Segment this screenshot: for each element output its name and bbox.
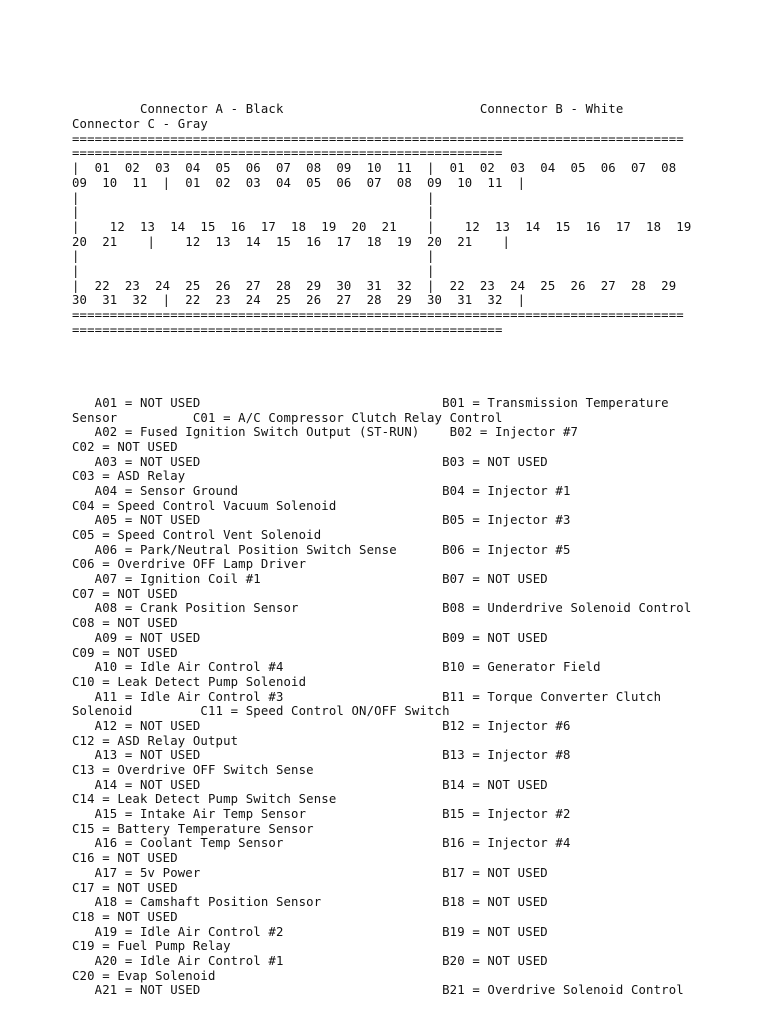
- document-page: [72, 73, 732, 1013]
- pin-line: C15 = Battery Temperature Sensor: [72, 821, 314, 836]
- pin-list: [72, 396, 732, 998]
- pin-line: C03 = ASD Relay: [72, 469, 186, 484]
- pin-line: A16 = Coolant Temp Sensor B16 = Injector #4: [72, 836, 571, 851]
- pin-line: C04 = Speed Control Vacuum Solenoid: [72, 498, 337, 513]
- diagram-line: | 12 13 14 15 16 17 18 19 20 21 | 12 13 14 15 16 17 18 19: [72, 219, 692, 234]
- pin-line: A02 = Fused Ignition Switch Output (ST-RUN) B02 = Injector #7: [72, 425, 579, 440]
- pin-line: C09 = NOT USED: [72, 645, 178, 660]
- diagram-line: =========================================================: [72, 322, 503, 337]
- pin-line: A15 = Intake Air Temp Sensor B15 = Injector #2: [72, 807, 571, 822]
- diagram-line: Connector C - Gray: [72, 117, 208, 132]
- diagram-line: 30 31 32 | 22 23 24 25 26 27 28 29 30 31 32 |: [72, 293, 526, 308]
- pin-line: A01 = NOT USED B01 = Transmission Temperature: [72, 395, 669, 410]
- diagram-line: | |: [72, 190, 435, 205]
- pin-line: A06 = Park/Neutral Position Switch Sense B06 = Injector #5: [72, 542, 571, 557]
- diagram-line: =========================================================: [72, 146, 503, 161]
- pin-line: C06 = Overdrive OFF Lamp Driver: [72, 557, 307, 572]
- pin-line: A18 = Camshaft Position Sensor B18 = NOT USED: [72, 895, 548, 910]
- pin-line: C13 = Overdrive OFF Switch Sense: [72, 763, 314, 777]
- pin-line: A21 = NOT USED B21 = Overdrive Solenoid Control: [72, 983, 684, 998]
- pin-line: A04 = Sensor Ground B04 = Injector #1: [72, 483, 571, 498]
- diagram-line: 09 10 11 | 01 02 03 04 05 06 07 08 09 10 11 |: [72, 175, 526, 190]
- connector-diagram: [72, 102, 732, 337]
- pin-line: C18 = NOT USED: [72, 909, 178, 924]
- pin-line: C10 = Leak Detect Pump Solenoid: [72, 674, 307, 689]
- pin-line: A05 = NOT USED B05 = Injector #3: [72, 513, 571, 528]
- pin-line: C14 = Leak Detect Pump Switch Sense: [72, 792, 337, 807]
- pin-line: C12 = ASD Relay Output: [72, 733, 239, 748]
- pin-line: C05 = Speed Control Vent Solenoid: [72, 528, 322, 542]
- pin-line: C07 = NOT USED: [72, 586, 178, 601]
- pin-line: A03 = NOT USED B03 = NOT USED: [72, 454, 548, 469]
- pin-line: C16 = NOT USED: [72, 851, 178, 866]
- diagram-line: 20 21 | 12 13 14 15 16 17 18 19 20 21 |: [72, 234, 511, 249]
- pin-line: A20 = Idle Air Control #1 B20 = NOT USED: [72, 953, 548, 968]
- pin-line: C20 = Evap Solenoid: [72, 968, 216, 983]
- pin-line: A12 = NOT USED B12 = Injector #6: [72, 718, 571, 733]
- pin-line: C02 = NOT USED: [72, 439, 178, 454]
- diagram-line: =================================================================================: [72, 131, 684, 146]
- pin-line: A17 = 5v Power B17 = NOT USED: [72, 865, 548, 880]
- pin-line: A10 = Idle Air Control #4 B10 = Generator Field: [72, 660, 601, 675]
- pin-line: A09 = NOT USED B09 = NOT USED: [72, 630, 548, 645]
- pin-line: A08 = Crank Position Sensor B08 = Underdrive Solenoid Control: [72, 601, 692, 616]
- diagram-line: | |: [72, 249, 435, 264]
- pin-line: A13 = NOT USED B13 = Injector #8: [72, 748, 571, 763]
- pin-line: A11 = Idle Air Control #3 B11 = Torque Converter Clutch: [72, 689, 662, 704]
- pin-line: Sensor C01 = A/C Compressor Clutch Relay Control: [72, 410, 503, 425]
- pin-line: C19 = Fuel Pump Relay: [72, 939, 231, 954]
- pin-line: Solenoid C11 = Speed Control ON/OFF Switch: [72, 704, 450, 719]
- diagram-line: Connector A - Black Connector B - White: [72, 102, 624, 117]
- pin-line: A19 = Idle Air Control #2 B19 = NOT USED: [72, 924, 548, 939]
- diagram-line: | 22 23 24 25 26 27 28 29 30 31 32 | 22 23 24 25 26 27 28 29: [72, 278, 677, 293]
- diagram-line: | |: [72, 263, 435, 278]
- pin-line: A14 = NOT USED B14 = NOT USED: [72, 777, 548, 792]
- diagram-line: | |: [72, 205, 435, 220]
- pin-line: C17 = NOT USED: [72, 880, 178, 895]
- pin-line: C08 = NOT USED: [72, 616, 178, 631]
- pin-line: A07 = Ignition Coil #1 B07 = NOT USED: [72, 572, 548, 587]
- diagram-line: =================================================================================: [72, 308, 684, 323]
- diagram-line: | 01 02 03 04 05 06 07 08 09 10 11 | 01 02 03 04 05 06 07 08: [72, 161, 677, 176]
